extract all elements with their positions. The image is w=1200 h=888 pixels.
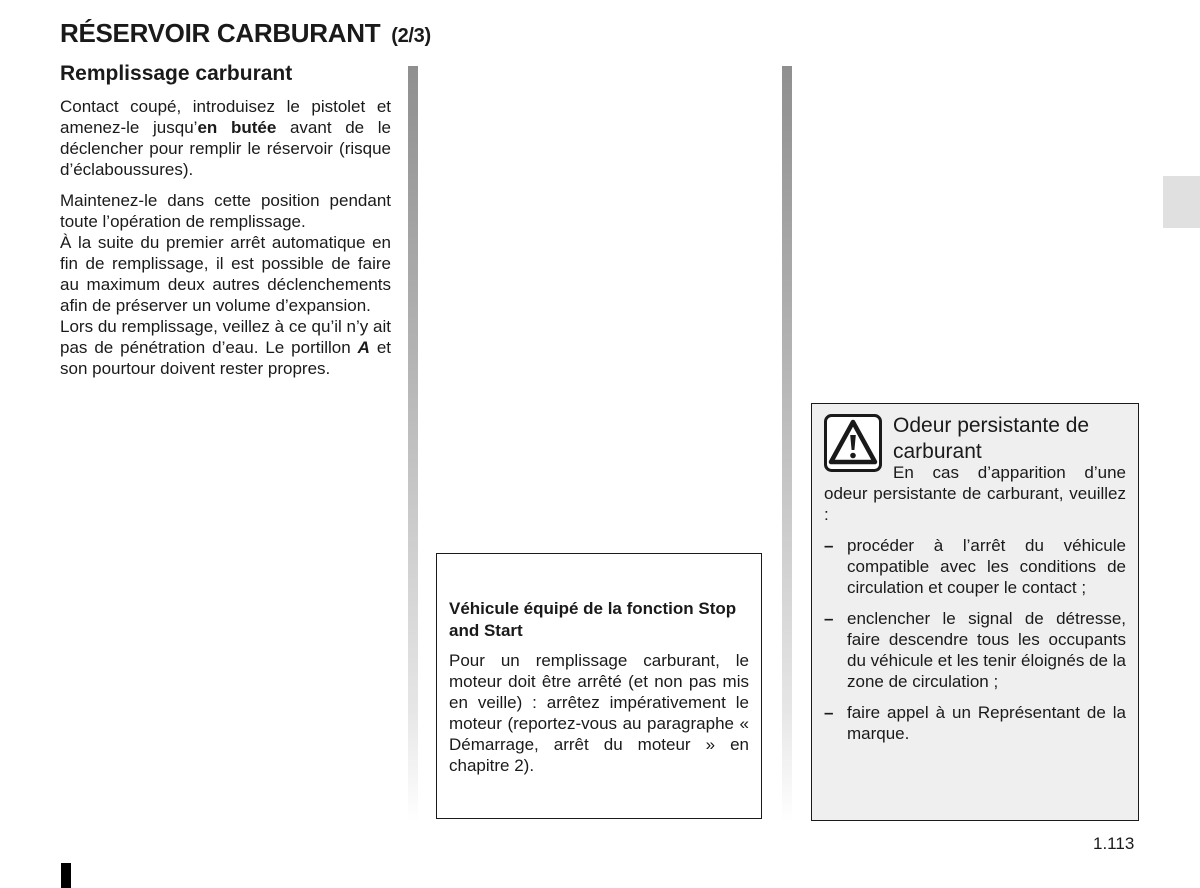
page-title-text: RÉSERVOIR CARBURANT [60,18,381,48]
list-item [824,608,1126,692]
emphasis-text: en butée [197,118,277,137]
chapter-tab [1163,176,1200,228]
column-divider [408,66,418,822]
list-item [824,702,1126,744]
warning-intro: En cas d’apparition d’une odeur persistante de carburant, veuillez : [824,463,1126,524]
list-item-text: enclencher le signal de détresse, faire descendre tous les occupants du véhicule et les tenir éloignés de la zone de circulation ; [847,609,1126,691]
warning-list [824,535,1126,744]
page-title [60,18,431,49]
dash-marker: – [824,536,834,555]
flap-label: A [357,338,370,357]
stop-start-note [436,553,762,819]
dash-marker: – [824,703,834,722]
list-item [824,535,1126,598]
warning-title: Odeur persistante de carburant [893,414,1090,463]
paragraph-text: Lors du remplissage, veillez à ce qu’il n’y ait pas de pénétration d’eau. Le portillon [60,317,391,357]
paragraph-text: Contact coupé, introduisez le pistolet et amenez-le jusqu’ [60,97,391,137]
paragraph-water [60,316,391,379]
paragraph-hold: Maintenez-le dans cette position pendant toute l’opération de remplissage. [60,191,391,231]
list-item-text: faire appel à un Représentant de la marque. [847,703,1126,743]
warning-triangle-icon [824,414,882,472]
section-heading: Remplissage carburant [60,62,293,85]
paragraph-text: avant de le déclencher pour remplir le réservoir (risque d’éclaboussures). [60,118,391,179]
page-number: 1.113 [1093,834,1135,853]
warning-box [811,403,1139,821]
print-mark [61,863,71,888]
dash-marker: – [824,609,834,628]
note-heading: Véhicule équipé de la fonction Stop and Start [449,599,737,640]
refuelling-section [60,60,391,389]
paragraph-nozzle [60,96,391,180]
page-title-part: (2/3) [391,25,431,47]
note-body: Pour un remplissage carburant, le moteur doit être arrêté (et non pas mis en veille) : arrêtez impérativement le moteur (reportez-vous au paragraphe « Démarrage, arrêt du moteur » en chapitre 2). [449,651,749,775]
paragraph-auto-stop: À la suite du premier arrêt automatique en fin de remplissage, il est possible de faire au maximum deux autres déclenchements afin de préserver un volume d’expansion. [60,233,391,315]
paragraph-text: et son pourtour doivent rester propres. [60,338,391,378]
column-divider [782,66,792,822]
list-item-text: procéder à l’arrêt du véhicule compatible avec les conditions de circulation et couper le contact ; [847,536,1126,597]
